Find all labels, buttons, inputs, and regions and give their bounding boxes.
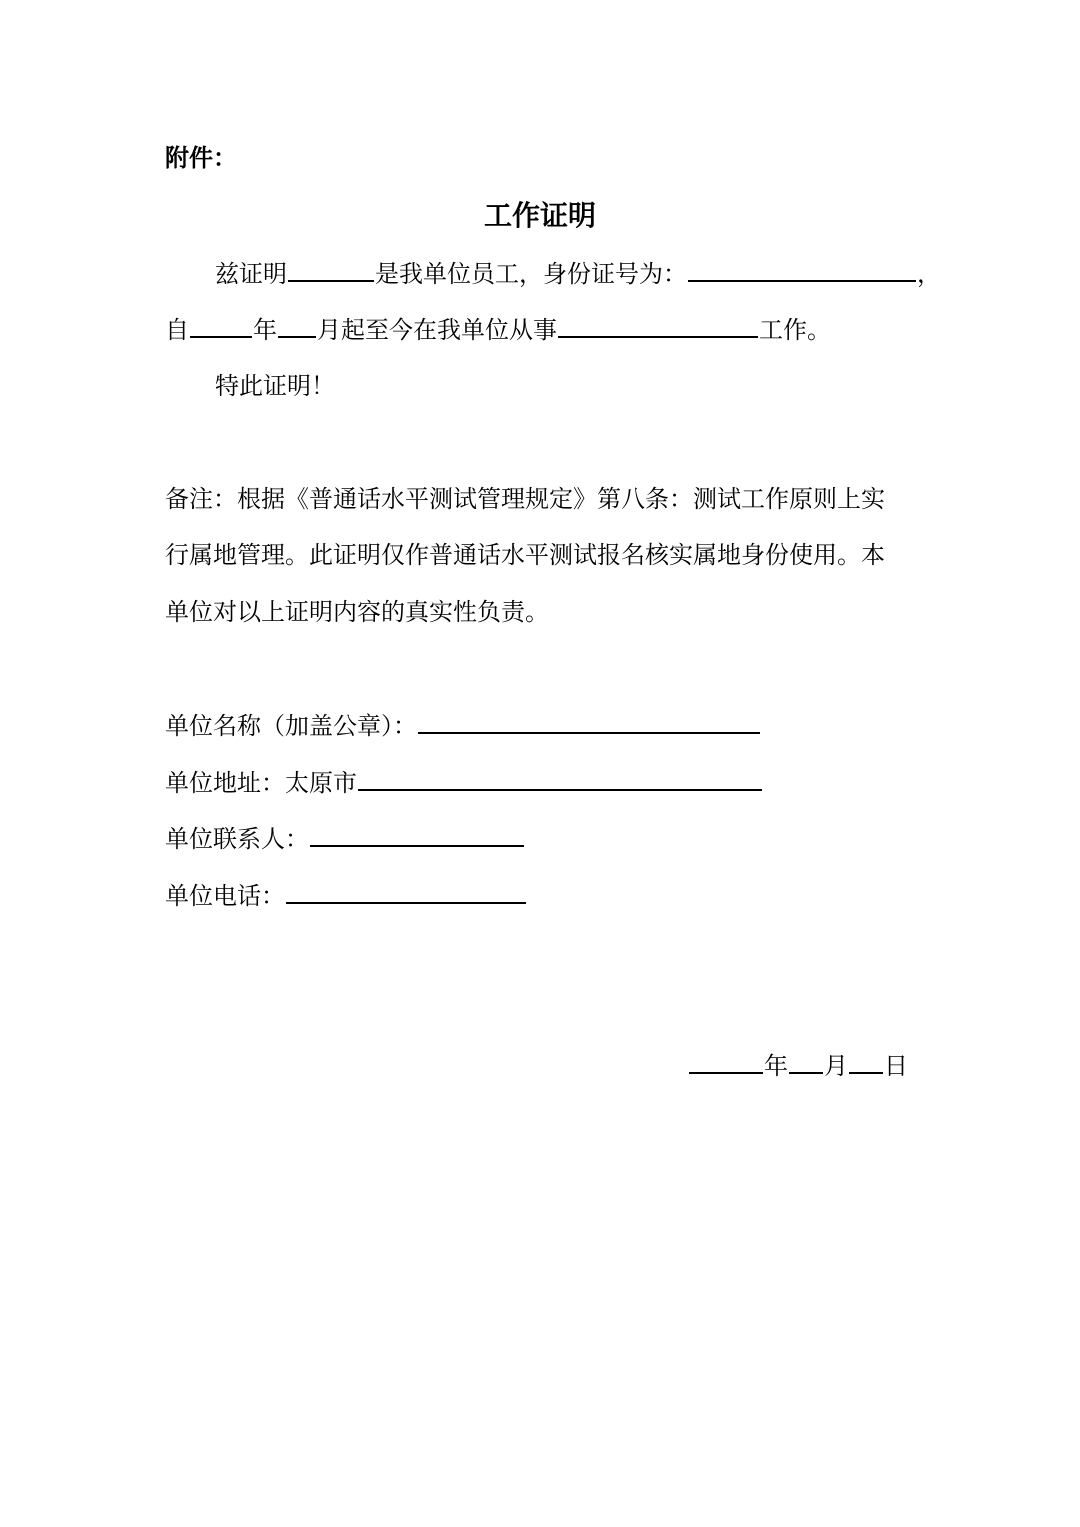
remarks-line-3: 单位对以上证明内容的真实性负责。 — [165, 598, 549, 626]
unit-contact-row — [165, 823, 525, 853]
remarks-line-2: 行属地管理。此证明仅作普通话水平测试报名核实属地身份使用。本 — [165, 541, 885, 569]
line1-suffix: ， — [917, 260, 941, 288]
unit-phone-label: 单位电话： — [165, 882, 285, 910]
date-month-field[interactable] — [789, 1050, 823, 1074]
unit-address-label: 单位地址：太原市 — [165, 769, 357, 797]
unit-name-field[interactable] — [418, 710, 760, 734]
unit-name-label: 单位名称（加盖公章）： — [165, 712, 417, 740]
unit-contact-field[interactable] — [310, 823, 524, 847]
unit-phone-row — [165, 880, 527, 910]
unit-address-field[interactable] — [358, 767, 762, 791]
certificate-line-2 — [165, 314, 831, 344]
unit-phone-field[interactable] — [286, 880, 526, 904]
line2-suffix: 工作。 — [759, 316, 831, 344]
attachment-label: 附件： — [165, 143, 237, 172]
unit-name-row — [165, 710, 761, 740]
line1-mid: 是我单位员工，身份证号为： — [375, 260, 687, 288]
employee-name-field[interactable] — [288, 258, 374, 282]
date-month-label: 月 — [824, 1052, 848, 1080]
unit-contact-label: 单位联系人： — [165, 825, 309, 853]
date-year-label: 年 — [764, 1052, 788, 1080]
line1-prefix: 兹证明 — [215, 260, 287, 288]
document-title: 工作证明 — [483, 199, 596, 232]
date-year-field[interactable] — [689, 1050, 763, 1074]
closing-statement: 特此证明！ — [215, 372, 335, 400]
start-year-field[interactable] — [190, 314, 252, 338]
remarks-line-1: 备注：根据《普通话水平测试管理规定》第八条：测试工作原则上实 — [165, 485, 885, 513]
job-title-field[interactable] — [558, 314, 758, 338]
date-line — [688, 1050, 908, 1081]
start-month-field[interactable] — [278, 314, 316, 338]
line2-year: 年 — [253, 316, 277, 344]
line2-month: 月起至今在我单位从事 — [317, 316, 557, 344]
certificate-line-1 — [215, 258, 941, 288]
date-day-field[interactable] — [849, 1050, 883, 1074]
line2-prefix: 自 — [165, 316, 189, 344]
id-number-field[interactable] — [688, 258, 916, 282]
date-day-label: 日 — [884, 1052, 908, 1080]
unit-address-row — [165, 767, 763, 797]
